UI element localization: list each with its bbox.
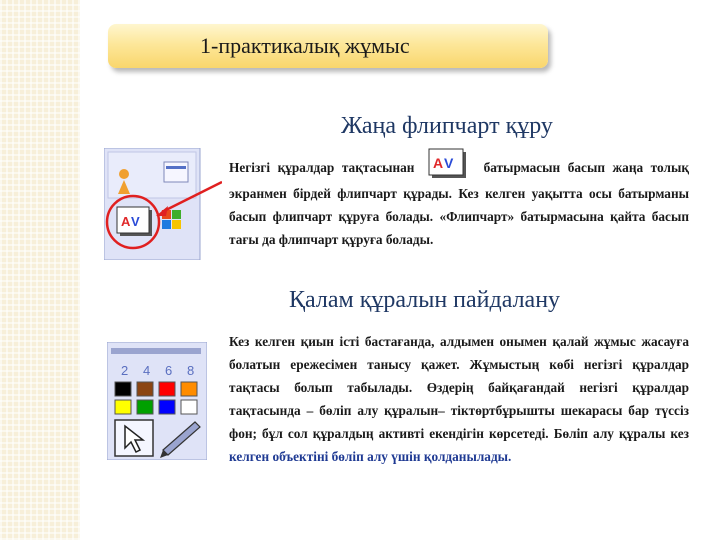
svg-text:A: A — [433, 155, 444, 171]
color-swatch — [181, 400, 197, 414]
line-width-number: 6 — [165, 363, 173, 378]
color-swatch — [115, 400, 131, 414]
color-swatch — [115, 382, 131, 396]
pen-toolbar-screenshot — [107, 342, 207, 460]
section1-heading: Жаңа флипчарт құру — [341, 113, 553, 139]
color-swatch — [159, 382, 175, 396]
color-swatch — [137, 400, 153, 414]
color-swatch — [159, 400, 175, 414]
svg-text:V: V — [444, 155, 454, 171]
line-width-number: 4 — [143, 363, 151, 378]
color-swatch — [137, 382, 153, 396]
slide-title: 1-практикалық жұмыс — [200, 33, 410, 58]
flipchart-button-icon — [426, 148, 472, 182]
svg-text:V: V — [131, 214, 140, 229]
window-icon — [164, 162, 188, 182]
section2-text: Кез келген қиын істі бастағанда, алдымен онымен қалай жұмыс жасауға болатын ережесімен танысу қажет. Жұмыстың көбі негізгі құралдар тақтасы болып табылады. Өздерің байқағандай негізгі құралдар тақтасында – бөліп алу құралын– тіктөртбұрышты шекарасы бар түссіз фон; бұл сол құралдың активті екендігін көрсетеді. Бөліп алу құралы кез келген объектіні бөліп алу үшін қолданылады. — [229, 334, 689, 464]
section2-heading: Қалам құралын пайдалану — [289, 287, 561, 313]
color-swatch — [181, 382, 197, 396]
select-arrow-icon — [115, 420, 153, 456]
line-width-number: 2 — [121, 363, 129, 378]
line-width-number: 8 — [187, 363, 195, 378]
title-banner — [108, 24, 548, 68]
section1-text: Негізгі құралдар тақтасынан A V батырмасын басып жаңа толық экранмен бірдей флипчарт құрады. Кез келген уақытта осы батырманы басып флипчарт құруға болады. «Флипчарт» батырмасына қайта басып тағы да флипчарт құруға болады. — [229, 148, 689, 251]
svg-text:A: A — [121, 214, 131, 229]
flipchart-toolbar-icon — [117, 207, 152, 236]
main-toolbar-screenshot — [104, 148, 222, 260]
decorative-side-band — [0, 0, 80, 540]
